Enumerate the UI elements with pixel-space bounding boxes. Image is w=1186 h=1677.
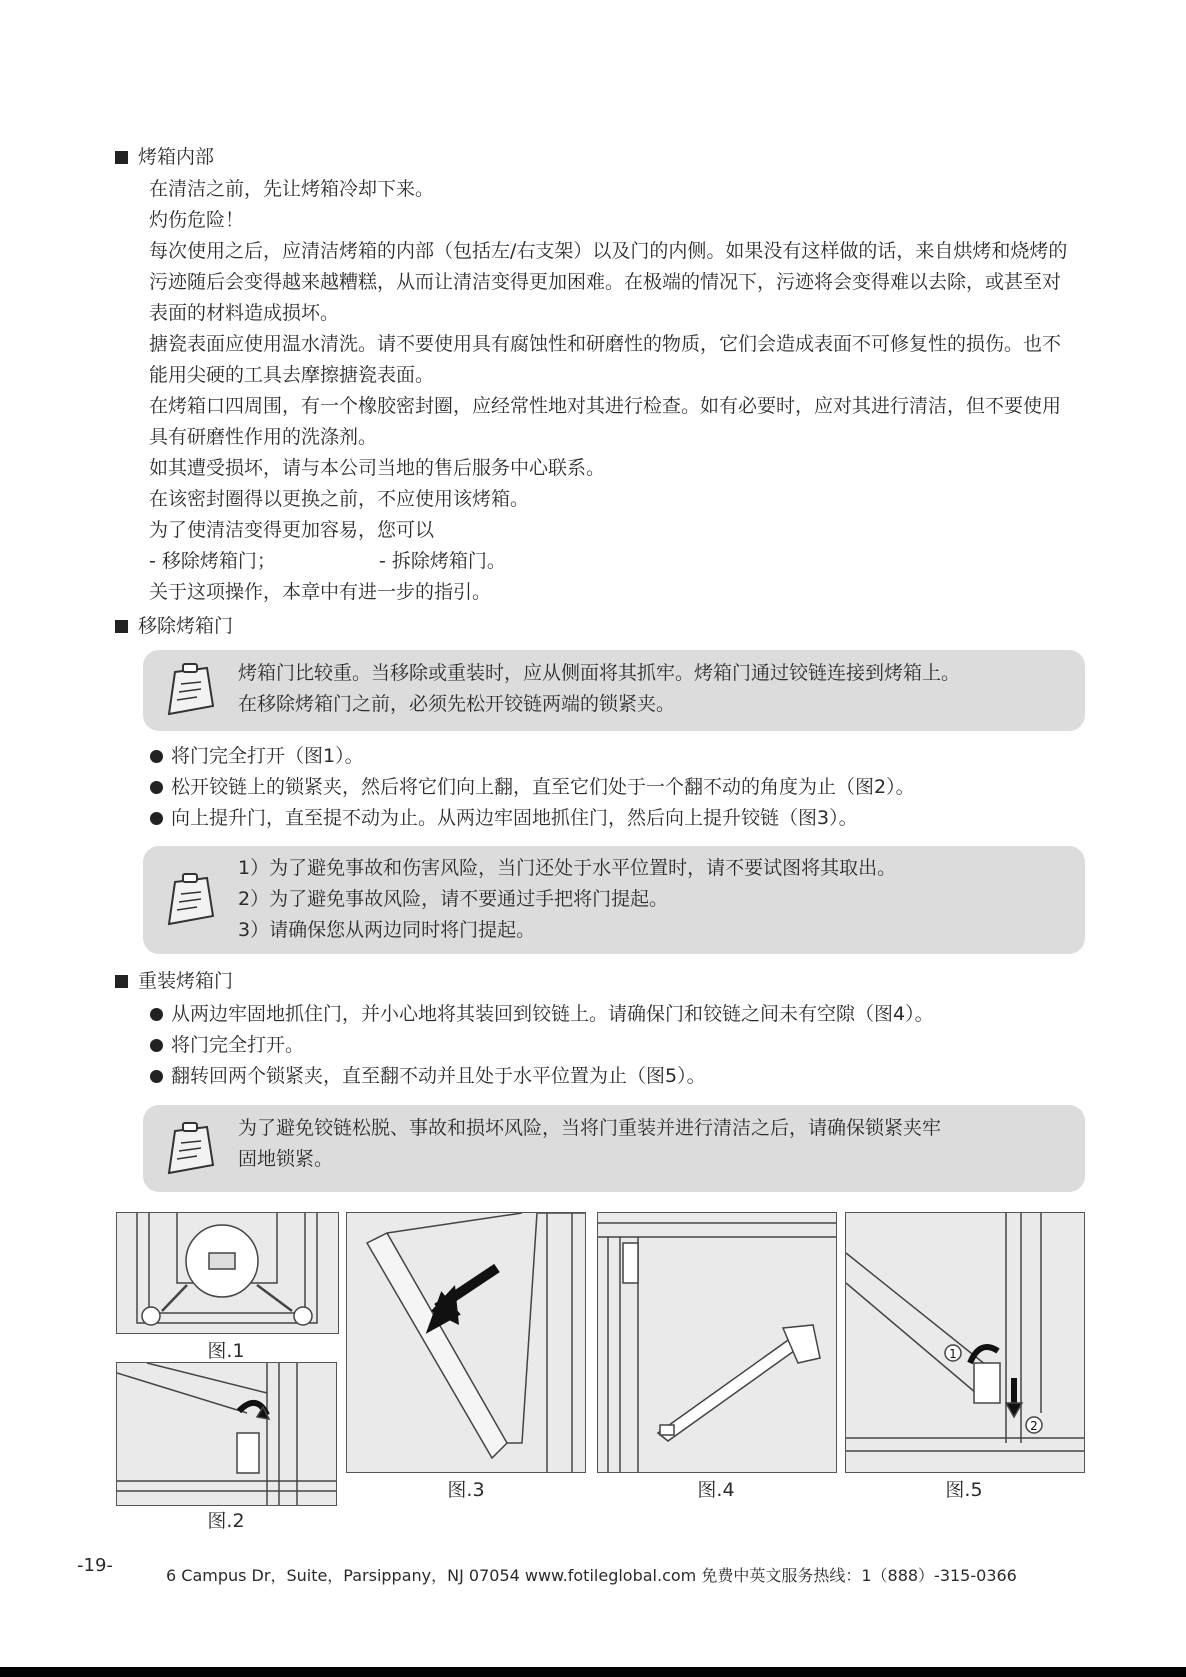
note-clipboard-icon <box>161 1121 221 1177</box>
bullet-icon <box>150 1039 163 1052</box>
bullet-icon <box>150 812 163 825</box>
clip-return-illustration <box>846 1213 1084 1472</box>
reinstall-steps <box>150 999 934 1092</box>
figure-2-clip-flip <box>116 1362 337 1506</box>
bullet-icon <box>150 750 163 763</box>
option-remove-door: - 移除烤箱门； <box>149 550 276 572</box>
paragraph: 每次使用之后，应清洁烤箱的内部（包括左/右支架）以及门的内侧。如果没有这样做的话，来自烘烤和烧烤的污迹随后会变得越来越糟糕，从而让清洁变得更加困难。在极端的情况下，污迹将会变得难以去除，或甚至对表面的材料造成损坏。 <box>149 240 1068 324</box>
options-line <box>149 546 1074 577</box>
square-bullet-icon <box>115 620 128 633</box>
paragraph: 如其遭受损坏，请与本公司当地的售后服务中心联系。 <box>149 457 606 479</box>
figure-3-lift-door <box>346 1212 586 1473</box>
note-box-door-heavy <box>143 650 1085 731</box>
figure-caption: 图.1 <box>207 1340 245 1362</box>
section-title-interior: 烤箱内部 <box>115 142 214 172</box>
door-lift-illustration <box>347 1213 585 1472</box>
list-item: 翻转回两个锁紧夹，直至翻不动并且处于水平位置为止（图5）。 <box>150 1061 934 1092</box>
note-box-warnings <box>143 846 1085 954</box>
list-item: 松开铰链上的锁紧夹，然后将它们向上翻，直至它们处于一个翻不动的角度为止（图2）。 <box>150 772 915 803</box>
note-text: 为了避免铰链松脱、事故和损坏风险，当将门重装并进行清洁之后，请确保锁紧夹牢 固地锁紧。 <box>238 1117 942 1170</box>
figure-caption: 图.2 <box>207 1510 245 1532</box>
paragraph: 关于这项操作，本章中有进一步的指引。 <box>149 581 492 603</box>
section-title-reinstall-door: 重装烤箱门 <box>115 966 233 996</box>
option-dismantle-door: - 拆除烤箱门。 <box>379 550 506 572</box>
section-title-remove-door: 移除烤箱门 <box>115 611 233 641</box>
paragraph: 在该密封圈得以更换之前，不应使用该烤箱。 <box>149 488 530 510</box>
square-bullet-icon <box>115 151 128 164</box>
warning-text: 1）为了避免事故和伤害风险，当门还处于水平位置时，请不要试图将其取出。 2）为了避免事故风险，请不要通过手把将门提起。 3）请确保您从两边同时将门提起。 <box>238 857 897 941</box>
paragraph: 在清洁之前，先让烤箱冷却下来。 <box>149 178 435 200</box>
interior-paragraphs <box>149 174 1074 608</box>
step-marker-2: 2 <box>1030 1419 1038 1433</box>
note-clipboard-icon <box>161 662 221 718</box>
figure-5-clips-back <box>845 1212 1085 1473</box>
paragraph: 在烤箱口四周围，有一个橡胶密封圈，应经常性地对其进行检查。如有必要时，应对其进行清洁，但不要使用具有研磨性作用的洗涤剂。 <box>149 395 1062 448</box>
paragraph: 灼伤危险！ <box>149 209 245 231</box>
door-reinstall-illustration <box>598 1213 836 1472</box>
figure-caption: 图.5 <box>945 1479 983 1501</box>
figure-1-oven-hinges <box>116 1212 339 1334</box>
oven-front-illustration <box>117 1213 338 1333</box>
page-number: -19- <box>77 1555 113 1576</box>
bullet-icon <box>150 1070 163 1083</box>
bottom-border <box>0 1667 1186 1677</box>
paragraph: 为了使清洁变得更加容易，您可以 <box>149 519 435 541</box>
list-item: 将门完全打开。 <box>150 1030 934 1061</box>
figure-caption: 图.4 <box>697 1479 735 1501</box>
hinge-clip-illustration <box>117 1363 336 1505</box>
remove-steps <box>150 741 915 834</box>
list-item: 从两边牢固地抓住门，并小心地将其装回到铰链上。请确保门和铰链之间未有空隙（图4）。 <box>150 999 934 1030</box>
list-item: 将门完全打开（图1）。 <box>150 741 915 772</box>
note-box-reinstall <box>143 1105 1085 1192</box>
step-marker-1: 1 <box>949 1347 957 1361</box>
note-clipboard-icon <box>161 872 221 928</box>
figure-caption: 图.3 <box>447 1479 485 1501</box>
list-item: 向上提升门，直至提不动为止。从两边牢固地抓住门，然后向上提升铰链（图3）。 <box>150 803 915 834</box>
bullet-icon <box>150 1008 163 1021</box>
figure-4-reinstall-door <box>597 1212 837 1473</box>
square-bullet-icon <box>115 975 128 988</box>
paragraph: 搪瓷表面应使用温水清洗。请不要使用具有腐蚀性和研磨性的物质，它们会造成表面不可修复性的损伤。也不能用尖硬的工具去摩擦搪瓷表面。 <box>149 333 1062 386</box>
bullet-icon <box>150 781 163 794</box>
note-text: 烤箱门比较重。当移除或重装时，应从侧面将其抓牢。烤箱门通过铰链连接到烤箱上。 在移除烤箱门之前，必须先松开铰链两端的锁紧夹。 <box>238 662 961 715</box>
footer-address: 6 Campus Dr，Suite，Parsippany，NJ 07054 www.fotileglobal.com 免费中英文服务热线：1（888）-315-0366 <box>166 1566 1017 1585</box>
